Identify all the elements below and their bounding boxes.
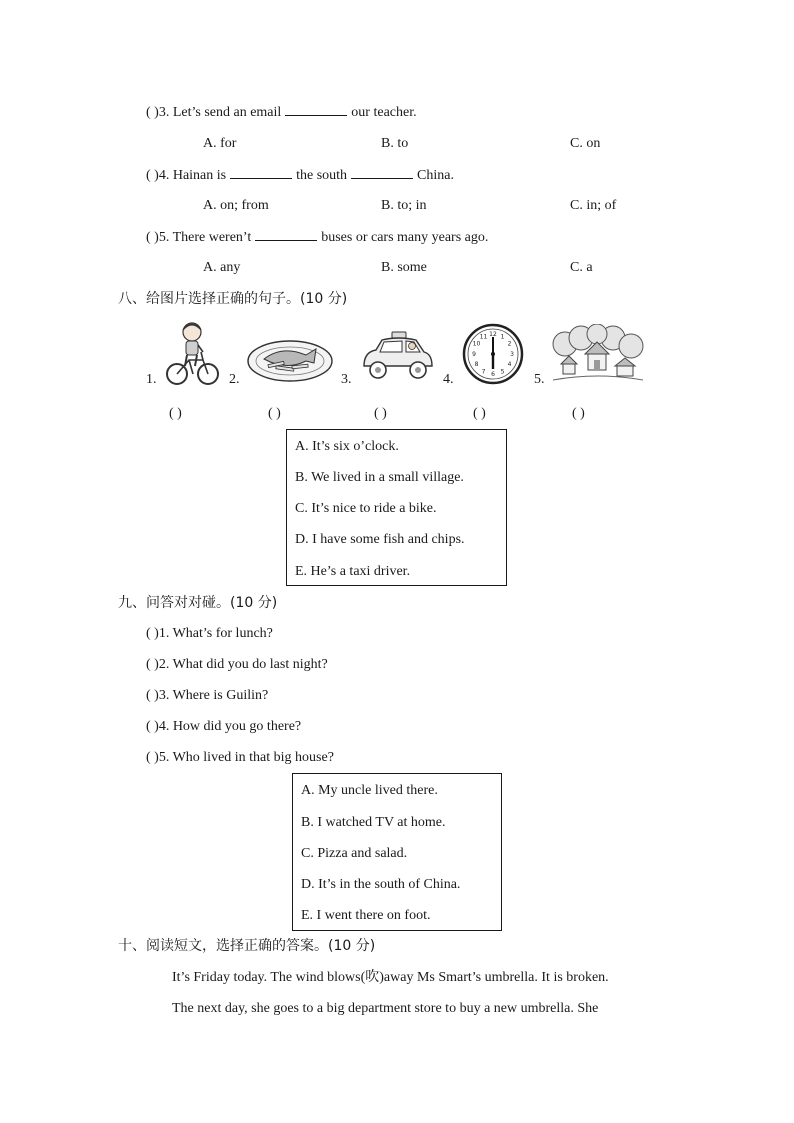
svg-text:4: 4 xyxy=(507,361,512,368)
option-b: B. some xyxy=(381,260,427,275)
question-text-start: There weren’t xyxy=(172,230,252,245)
question-number: ( )5. xyxy=(146,230,170,245)
svg-text:11: 11 xyxy=(479,333,488,341)
picture-number-5: 5. xyxy=(534,372,545,387)
answer-blank[interactable] xyxy=(351,166,413,179)
option-c: C. Pizza and salad. xyxy=(301,846,408,861)
section-9-heading: 九、问答对对碰。(10 分) xyxy=(118,595,278,611)
section-9-options-box xyxy=(292,773,502,931)
option-c: C. on xyxy=(570,136,601,151)
svg-text:3: 3 xyxy=(510,351,514,358)
svg-text:2: 2 xyxy=(507,340,512,348)
option-a: A. It’s six o’clock. xyxy=(295,439,399,454)
option-b: B. I watched TV at home. xyxy=(301,815,446,830)
question-text-end: buses or cars many years ago. xyxy=(321,230,489,245)
matching-question-2: ( )2. What did you do last night? xyxy=(146,657,328,672)
picture-number-2: 2. xyxy=(229,372,240,387)
reading-passage-line-2: The next day, she goes to a big department store to buy a new umbrella. She xyxy=(172,1001,599,1016)
svg-text:1: 1 xyxy=(500,333,505,341)
section-8-heading: 八、给图片选择正确的句子。(10 分) xyxy=(118,291,348,307)
answer-blank[interactable] xyxy=(255,228,317,241)
svg-text:12: 12 xyxy=(489,331,497,338)
picture-number-3: 3. xyxy=(341,372,352,387)
option-b: B. to xyxy=(381,136,409,151)
section-8-options-box xyxy=(286,429,507,586)
question-text-start: Let’s send an email xyxy=(172,105,282,120)
answer-blank[interactable] xyxy=(285,103,347,116)
option-d: D. It’s in the south of China. xyxy=(301,877,461,892)
svg-text:7: 7 xyxy=(481,368,486,376)
svg-text:6: 6 xyxy=(491,371,495,378)
picture-number-4: 4. xyxy=(443,372,454,387)
option-c: C. in; of xyxy=(570,198,617,213)
option-e: E. I went there on foot. xyxy=(301,908,431,923)
clock-six-oclock-icon xyxy=(462,323,524,385)
option-a: A. for xyxy=(203,136,237,151)
question-text-end: China. xyxy=(417,168,454,183)
svg-text:10: 10 xyxy=(472,340,481,348)
taxi-driver-car-icon xyxy=(358,330,436,382)
reading-passage-line-1: It’s Friday today. The wind blows(吹)away Ms Smart’s umbrella. It is broken. xyxy=(172,970,609,985)
svg-text:8: 8 xyxy=(474,361,479,368)
answer-paren-3[interactable]: ( ) xyxy=(374,406,387,421)
option-b: B. to; in xyxy=(381,198,427,213)
answer-paren-2[interactable]: ( ) xyxy=(268,406,281,421)
question-number: ( )3. xyxy=(146,105,170,120)
svg-text:9: 9 xyxy=(472,351,476,358)
question-3 xyxy=(146,103,417,122)
fish-and-chips-plate-icon xyxy=(246,337,334,383)
matching-question-4: ( )4. How did you go there? xyxy=(146,719,302,734)
answer-paren-1[interactable]: ( ) xyxy=(169,406,182,421)
village-trees-houses-icon xyxy=(551,324,645,386)
option-d: D. I have some fish and chips. xyxy=(295,532,465,547)
option-e: E. He’s a taxi driver. xyxy=(295,564,411,579)
question-number: ( )4. xyxy=(146,168,170,183)
picture-number-1: 1. xyxy=(146,372,157,387)
matching-question-3: ( )3. Where is Guilin? xyxy=(146,688,269,703)
question-4 xyxy=(146,166,454,185)
option-c: C. It’s nice to ride a bike. xyxy=(295,501,437,516)
answer-blank[interactable] xyxy=(230,166,292,179)
option-a: A. My uncle lived there. xyxy=(301,783,438,798)
question-text-mid: the south xyxy=(296,168,348,183)
question-text-start: Hainan is xyxy=(172,168,227,183)
boy-riding-bike-icon xyxy=(163,320,221,386)
matching-question-5: ( )5. Who lived in that big house? xyxy=(146,750,334,765)
question-text-end: our teacher. xyxy=(351,105,417,120)
section-10-heading: 十、阅读短文，选择正确的答案。(10 分) xyxy=(118,938,376,954)
option-a: A. on; from xyxy=(203,198,269,213)
option-a: A. any xyxy=(203,260,241,275)
answer-paren-5[interactable]: ( ) xyxy=(572,406,585,421)
answer-paren-4[interactable]: ( ) xyxy=(473,406,486,421)
matching-question-1: ( )1. What’s for lunch? xyxy=(146,626,273,641)
option-b: B. We lived in a small village. xyxy=(295,470,464,485)
option-c: C. a xyxy=(570,260,593,275)
question-5 xyxy=(146,228,488,247)
svg-text:5: 5 xyxy=(500,368,505,376)
